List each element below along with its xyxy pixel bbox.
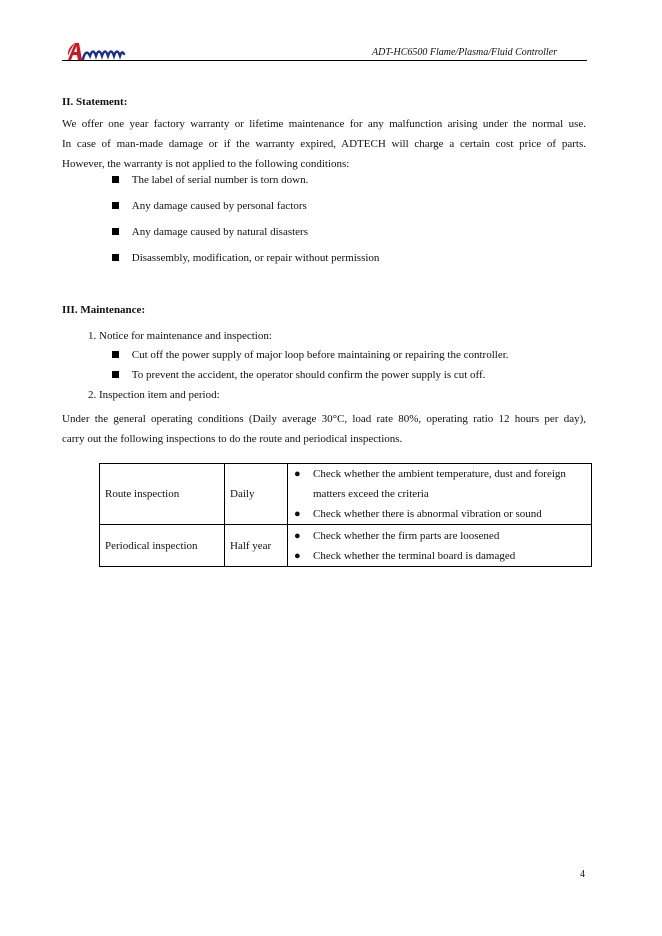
statement-heading: II. Statement: [62,96,128,108]
list-item [112,200,307,212]
square-bullet-icon [112,228,119,235]
page-number: 4 [580,869,585,880]
table-row [100,525,592,567]
square-bullet-icon [112,254,119,261]
inspection-type-cell: Periodical inspection [100,525,225,567]
condition-text: Any damage caused by natural disasters [131,226,308,238]
operating-conditions-paragraph [62,409,586,449]
statement-line: In case of man-made damage or if the warranty expired, ADTECH will charge a certain cost price of parts. [62,138,586,150]
square-bullet-icon [112,176,119,183]
notice-text: Cut off the power supply of major loop before maintaining or repairing the controller. [131,349,509,361]
condition-text: Disassembly, modification, or repair without permission [131,252,380,264]
maintenance-item-1-title: 1. Notice for maintenance and inspection: [88,330,272,342]
table-row [100,464,592,525]
list-item [112,252,379,264]
check-item: ● Check whether there is abnormal vibration or sound [292,504,587,524]
statement-line: We offer one year factory warranty or lifetime maintenance for any malfunction arising under the normal use. [62,118,586,130]
maintenance-item-2-title: 2. Inspection item and period: [88,389,220,401]
square-bullet-icon [112,371,119,378]
bullet-dot-icon: ● [294,549,301,562]
conditions-line: Under the general operating conditions (Daily average 30°C, load rate 80%, operating ratio 12 hours per day), [62,413,586,425]
check-item: ● Check whether the ambient temperature, dust and foreign matters exceed the criteria [292,464,587,504]
inspection-period-cell: Daily [225,464,288,525]
inspection-checks-cell [288,525,592,567]
list-item [112,369,485,381]
maintenance-heading: III. Maintenance: [62,304,146,316]
condition-text: The label of serial number is torn down. [131,174,309,186]
check-item: ● Check whether the firm parts are loosened [292,526,587,546]
statement-paragraph [62,114,586,174]
square-bullet-icon [112,202,119,209]
bullet-dot-icon: ● [294,468,301,480]
list-item [112,349,509,361]
header-divider [62,60,587,61]
statement-line: However, the warranty is not applied to the following conditions: [62,158,350,170]
inspection-checks-cell [288,464,592,525]
adtech-logo [66,40,136,62]
list-item [112,174,308,186]
notice-text: To prevent the accident, the operator should confirm the power supply is cut off. [131,369,486,381]
inspection-table [99,463,592,567]
inspection-period-cell: Half year [225,525,288,567]
square-bullet-icon [112,351,119,358]
list-item [112,226,308,238]
bullet-dot-icon: ● [294,529,301,542]
document-title: ADT-HC6500 Flame/Plasma/Fluid Controller [372,47,557,58]
bullet-dot-icon: ● [294,508,301,520]
condition-text: Any damage caused by personal factors [131,200,307,212]
check-item: ● Check whether the terminal board is damaged [292,546,587,566]
inspection-type-cell: Route inspection [100,464,225,525]
conditions-line: carry out the following inspections to do the route and periodical inspections. [62,433,403,445]
